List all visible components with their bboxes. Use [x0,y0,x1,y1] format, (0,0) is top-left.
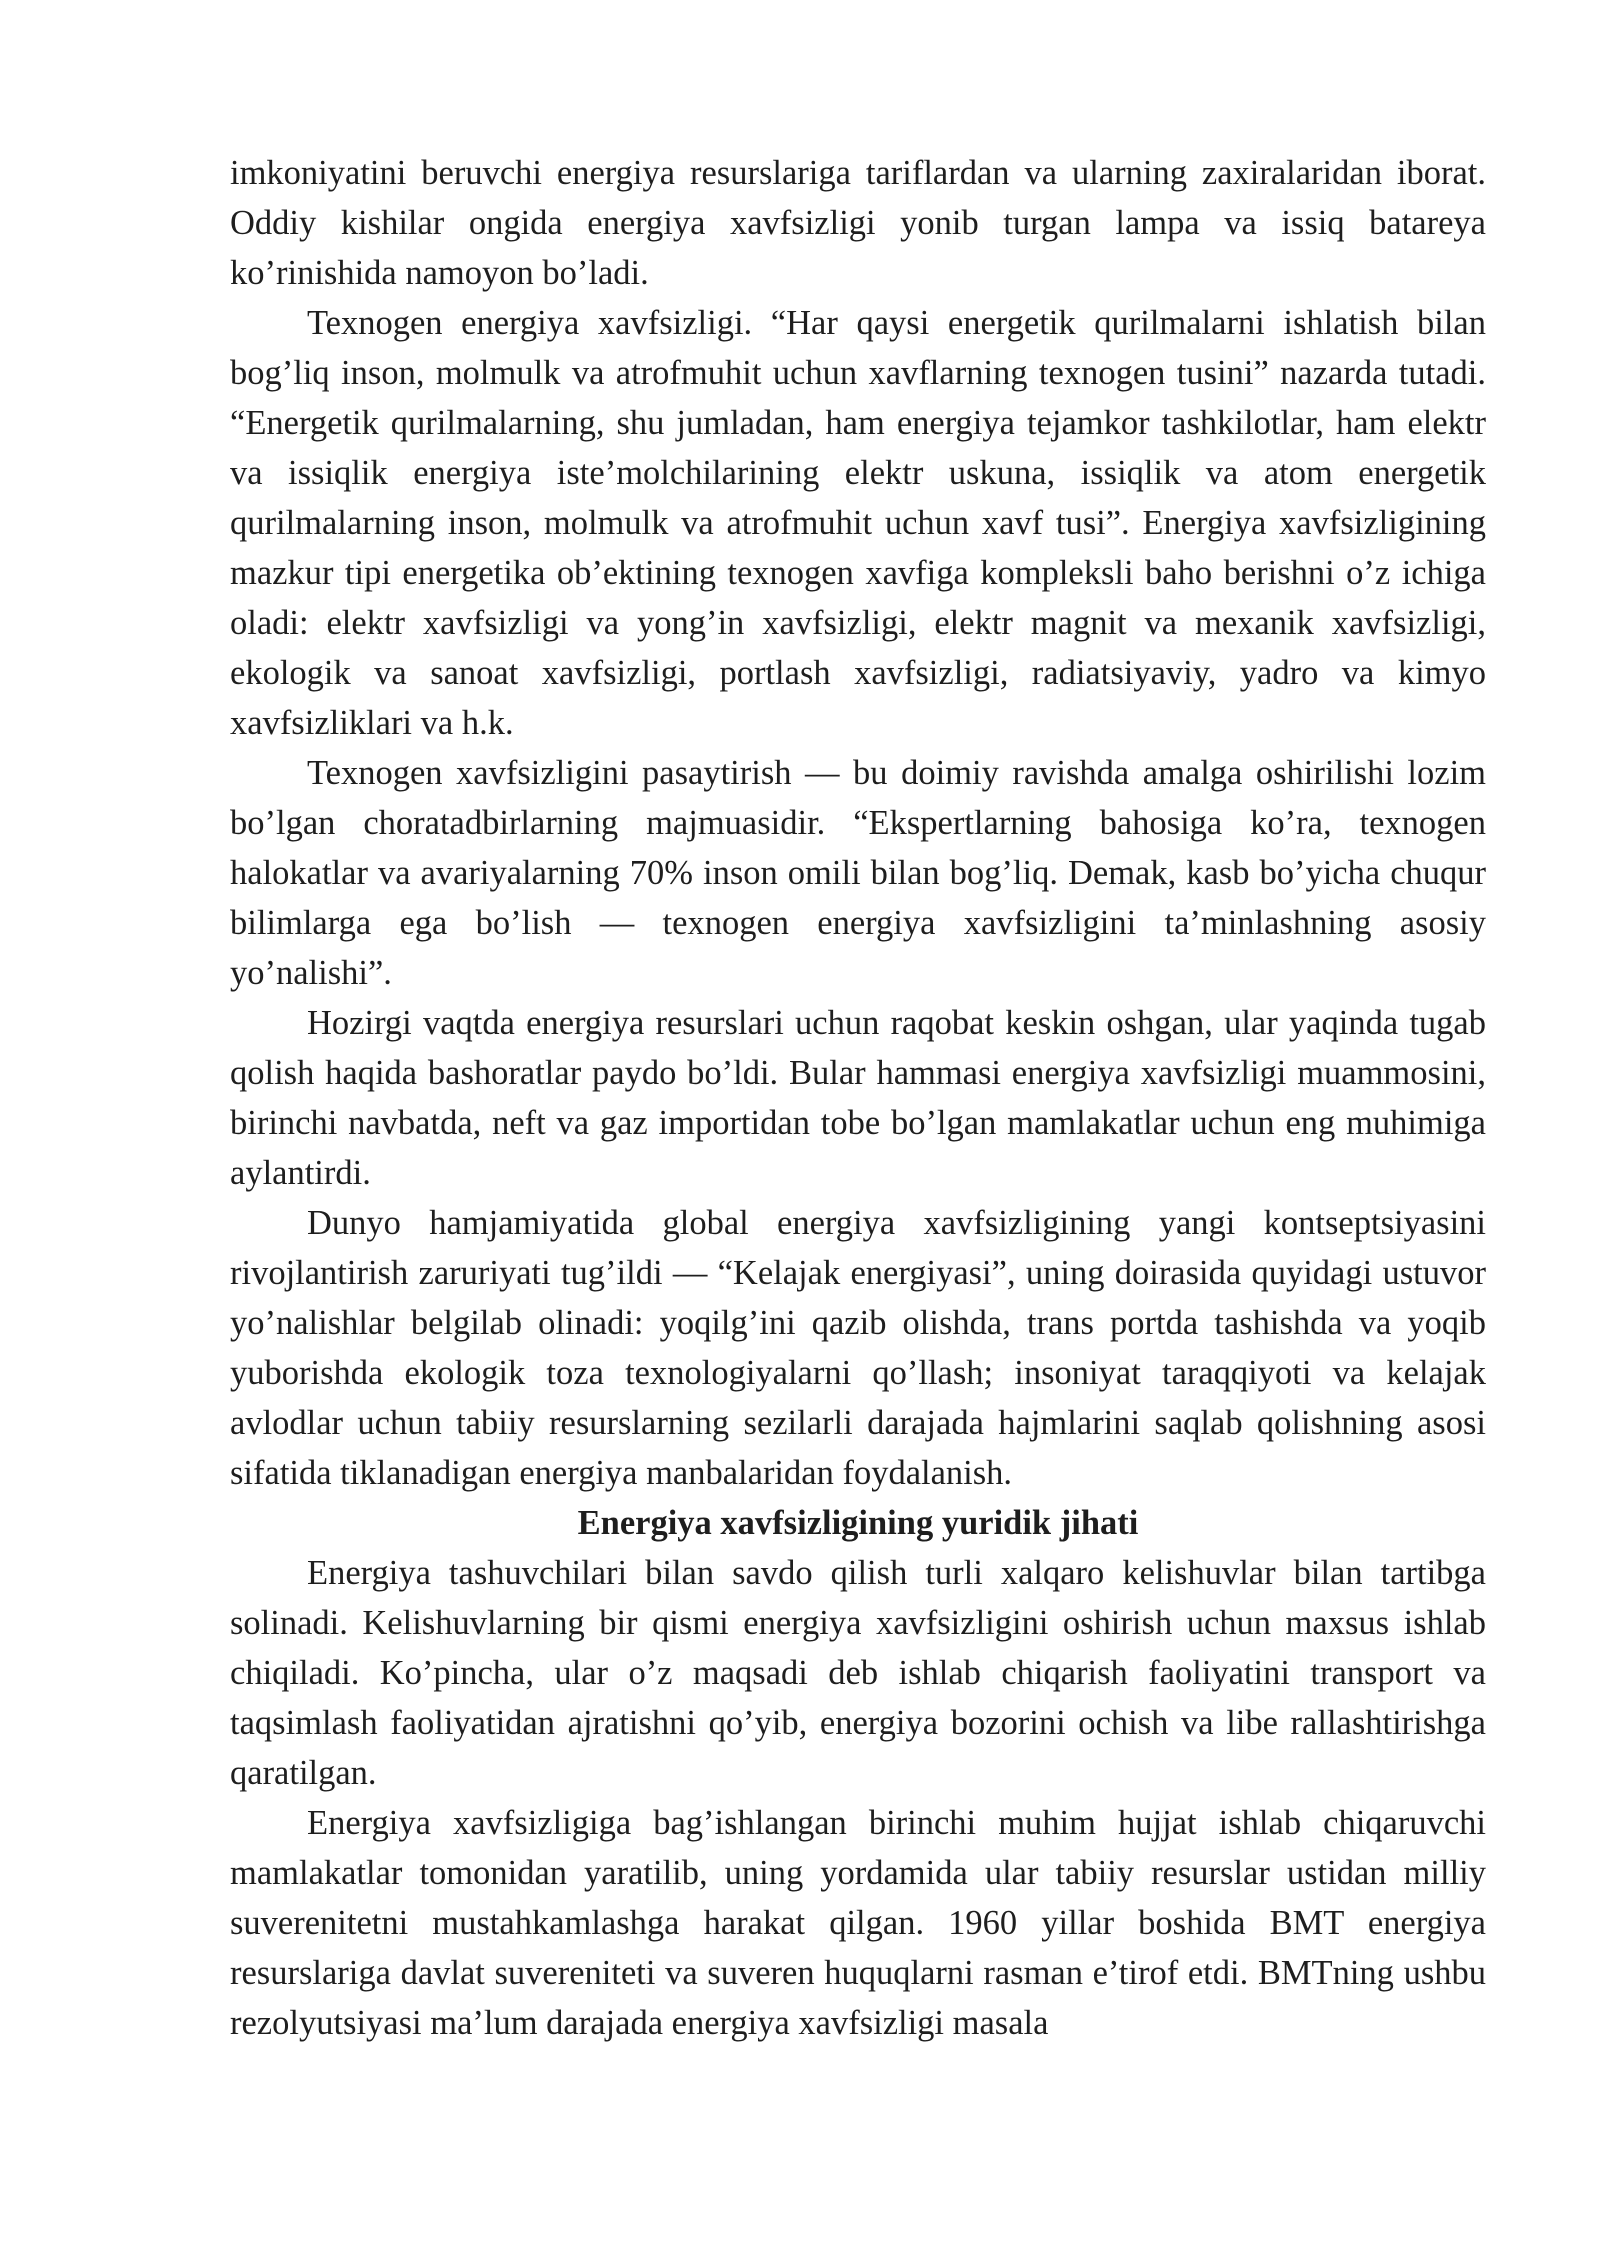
paragraph-resource-competition: Hozirgi vaqtda energiya resurslari uchun raqobat keskin oshgan, ular yaqinda tugab qolish haqida bashoratlar paydo bo’ldi. Bular hammasi energiya xavfsizligi muammosini, birinchi navbatda, neft va gaz importidan tobe bo’lgan mamlakatlar uchun eng muhimiga aylantirdi. [230,1004,1486,1192]
paragraph-technogenic-security: Texnogen energiya xavfsizligi. “Har qaysi energetik qurilmalarni ishlatish bilan bog’liq inson, molmulk va atrofmuhit uchun xavflarning texnogen tusini” nazarda tutadi. “Energetik qurilmalarning, shu jumladan, ham energiya tejamkor tashkilotlar, ham elektr va issiqlik energiya iste’molchilarining elektr uskuna, issiqlik va atom energetik qurilmalarning inson, molmulk va atrofmuhit uchun xavf tusi”. Energiya xavfsizligining mazkur tipi energetika ob’ektining texnogen xavfiga kompleksli baho berishni o’z ichiga oladi: elektr xavfsizligi va yong’in xavfsizligi, elektr magnit va mexanik xavfsizligi, ekologik va sanoat xavfsizligi, portlash xavfsizligi, radiatsiyaviy, yadro va kimyo xavfsizliklari va h.k. [230,304,1486,742]
paragraph-reducing-risk: Texnogen xavfsizligini pasaytirish — bu doimiy ravishda amalga oshirilishi lozim bo’lgan choratadbirlarning majmuasidir. “Ekspertlarning bahosiga ko’ra, texnogen halokatlar va avariyalarning 70% inson omili bilan bog’liq. Demak, kasb bo’yicha chuqur bilimlarga ega bo’lish — texnogen energiya xavfsizligini ta’minlashning asosiy yo’nalishi”. [230,754,1486,992]
paragraph-first-document: Energiya xavfsizligiga bag’ishlangan birinchi muhim hujjat ishlab chiqaruvchi mamlakatlar tomonidan yaratilib, uning yordamida ular tabiiy resurslar ustidan milliy suverenitetni mustahkamlashga harakat qilgan. 1960 yillar boshida BMT energiya resurslariga davlat suvereniteti va suveren huquqlarni rasman e’tirof etdi. BMTning ushbu rezolyutsiyasi ma’lum darajada energiya xavfsizligi masala [230,1804,1486,2042]
section-heading: Energiya xavfsizligining yuridik jihati [577,1504,1139,1542]
paragraph-trade-agreements: Energiya tashuvchilari bilan savdo qilish turli xalqaro kelishuvlar bilan tartibga solinadi. Kelishuvlarning bir qismi energiya xavfsizligini oshirish uchun maxsus ishlab chiqiladi. Ko’pincha, ular o’z maqsadi deb ishlab chiqarish faoliyatini transport va taqsimlash faoliyatidan ajratishni qo’yib, energiya bozorini ochish va libe rallashtirishga qaratilgan. [230,1554,1486,1792]
paragraph-future-energy: Dunyo hamjamiyatida global energiya xavfsizligining yangi kontseptsiyasini rivojlantirish zaruriyati tug’ildi — “Kelajak energiyasi”, uning doirasida quyidagi ustuvor yo’nalishlar belgilab olinadi: yoqilg’ini qazib olishda, trans portda tashishda va yoqib yuborishda ekologik toza texnologiyalarni qo’llash; insoniyat taraqqiyoti va kelajak avlodlar uchun tabiiy resurslarning sezilarli darajada hajmlarini saqlab qolishning asosi sifatida tiklanadigan energiya manbalaridan foydalanish. [230,1204,1486,1492]
paragraph-continuation: imkoniyatini beruvchi energiya resurslariga tariflardan va ularning zaxiralaridan iborat. Oddiy kishilar ongida energiya xavfsizligi yonib turgan lampa va issiq batareya ko’rinishida namoyon bo’ladi. [230,154,1486,292]
document-body [230,148,1486,2048]
